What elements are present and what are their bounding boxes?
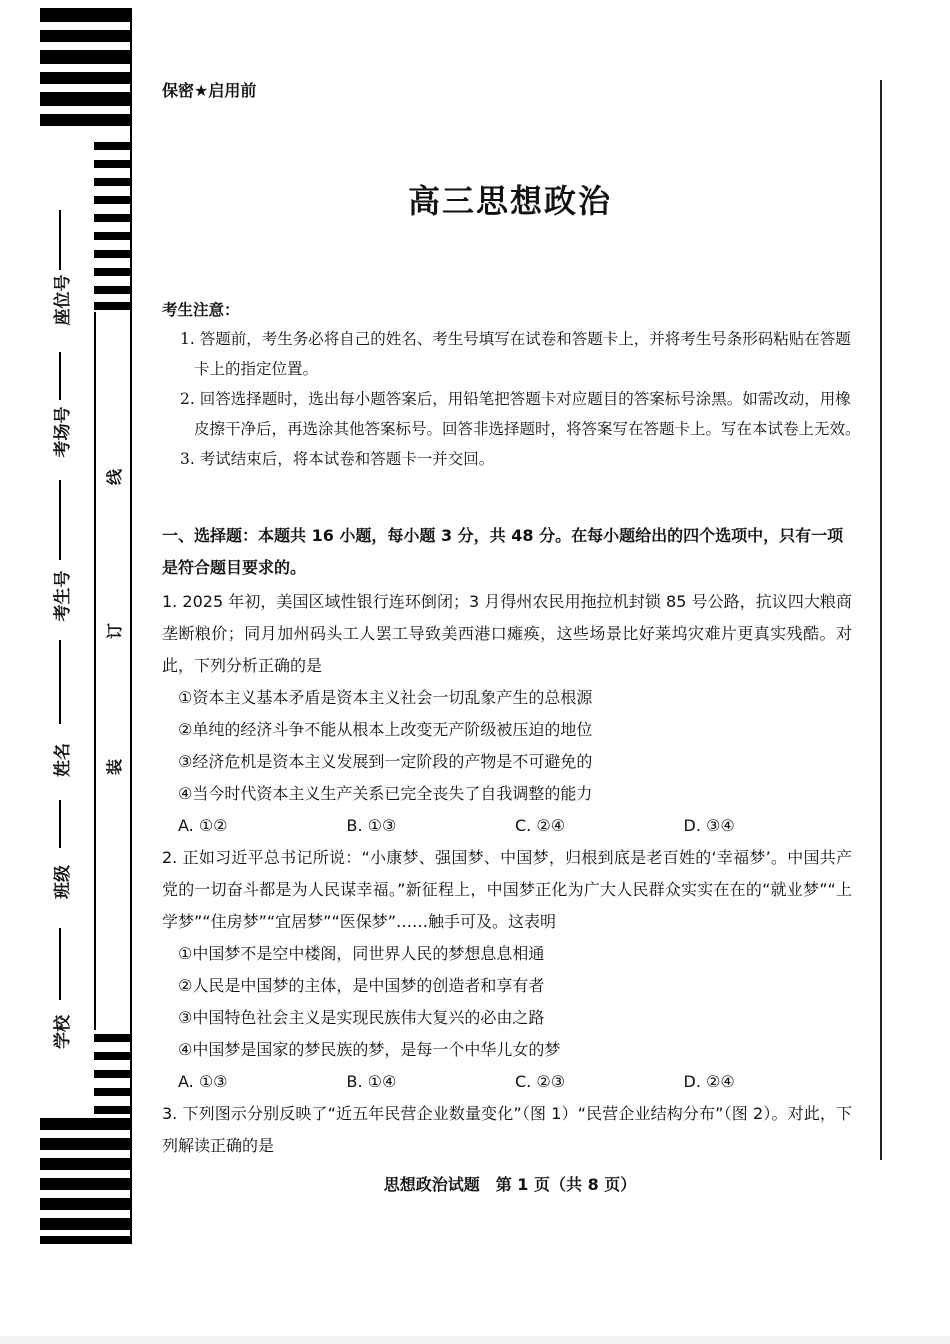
bind-mark-staple: 订 <box>104 623 124 640</box>
choice-c: C. ②③ <box>515 1072 566 1091</box>
candidate-notice <box>162 296 862 474</box>
field-underline <box>59 928 61 1000</box>
page-footer: 思想政治试题 第 1 页（共 8 页） <box>383 1175 637 1194</box>
statement-option: ④当今时代资本主义生产关系已完全丧失了自我调整的能力 <box>178 784 593 803</box>
statement-option: ①中国梦不是空中楼阁，同世界人民的梦想息息相通 <box>178 944 545 963</box>
notice-item: 3. 考试结束后，将本试卷和答题卡一并交回。 <box>180 450 495 468</box>
statement-option: ②单纯的经济斗争不能从根本上改变无产阶级被压迫的地位 <box>178 720 593 739</box>
choice-c: C. ②④ <box>515 816 566 835</box>
choice-d: D. ②④ <box>683 1072 735 1091</box>
section-heading: 一、选择题：本题共 16 小题，每小题 3 分，共 48 分。在每小题给出的四个选项中，只有一项是符合题目要求的。 <box>162 526 844 577</box>
question-3 <box>162 1098 852 1162</box>
statement-option: ④中国梦是国家的梦民族的梦，是每一个中华儿女的梦 <box>178 1040 561 1059</box>
field-underline <box>59 480 61 560</box>
confidential-mark: 保密★启用前 <box>162 81 257 100</box>
question-stem: 2. 正如习近平总书记所说：“小康梦、强国梦、中国梦，归根到底是老百姓的‘幸福梦’。中国共产党的一切奋斗都是为人民谋幸福。”新征程上，中国梦正化为广大人民群众实实在在的“就业梦”“上学梦”“住房梦”“宜居梦”“医保梦”……触手可及。这表明 <box>162 848 852 931</box>
bind-mark-line: 线 <box>104 469 124 486</box>
notice-title: 考生注意： <box>162 301 240 319</box>
field-underline <box>59 640 61 724</box>
right-border <box>880 80 882 1160</box>
choice-a: A. ①② <box>178 816 228 835</box>
statement-option: ③经济危机是资本主义发展到一定阶段的产物是不可避免的 <box>178 752 593 771</box>
notice-item: 2. 回答选择题时，选出每小题答案后，用铅笔把答题卡对应题目的答案标号涂黑。如需改动，用橡皮擦干净后，再选涂其他答案标号。回答非选择题时，将答案写在答题卡上。写在本试卷上无效。 <box>180 390 861 438</box>
bind-mark-bind: 装 <box>104 759 124 776</box>
barcode-top <box>40 8 130 136</box>
school-label: 学校 <box>52 1015 73 1049</box>
choice-a: A. ①③ <box>178 1072 228 1091</box>
exam-title: 高三思想政治 <box>407 182 612 220</box>
choice-b: B. ①④ <box>346 1072 397 1091</box>
seat-number-label: 座位号 <box>52 274 73 326</box>
class-label: 班级 <box>52 865 73 899</box>
statement-option: ①资本主义基本矛盾是资本主义社会一切乱象产生的总根源 <box>178 688 593 707</box>
question-list <box>162 586 852 1162</box>
question-2 <box>162 842 852 1098</box>
question-stem: 1. 2025 年初，美国区域性银行连环倒闭；3 月得州农民用拖拉机封锁 85 号公路，抗议四大粮商垄断粮价；同月加州码头工人罢工导致美西港口瘫痪，这些场景比好莱坞灾难片更真实残酷。对此，下列分析正确的是 <box>162 592 852 675</box>
scan-edge <box>0 1336 950 1344</box>
statement-option: ③中国特色社会主义是实现民族伟大复兴的必由之路 <box>178 1008 545 1027</box>
notice-item: 1. 答题前，考生务必将自己的姓名、考生号填写在试卷和答题卡上，并将考生号条形码粘贴在答题卡上的指定位置。 <box>180 330 851 378</box>
name-label: 姓名 <box>52 743 73 777</box>
binding-ladder-top <box>94 136 130 312</box>
choice-b: B. ①③ <box>346 816 397 835</box>
field-underline <box>59 800 61 848</box>
binding-line <box>94 312 96 1030</box>
field-underline <box>59 352 61 400</box>
question-1 <box>162 586 852 842</box>
statement-option: ②人民是中国梦的主体，是中国梦的创造者和享有者 <box>178 976 545 995</box>
question-stem: 3. 下列图示分别反映了“近五年民营企业数量变化”（图 1）“民营企业结构分布”（图 2）。对此，下列解读正确的是 <box>162 1104 852 1155</box>
candidate-number-label: 考生号 <box>52 570 73 622</box>
exam-room-label: 考场号 <box>52 406 73 458</box>
answer-choices <box>162 1066 852 1098</box>
binding-ladder-bottom <box>94 1030 130 1120</box>
answer-choices <box>162 810 852 842</box>
choice-d: D. ③④ <box>683 816 735 835</box>
